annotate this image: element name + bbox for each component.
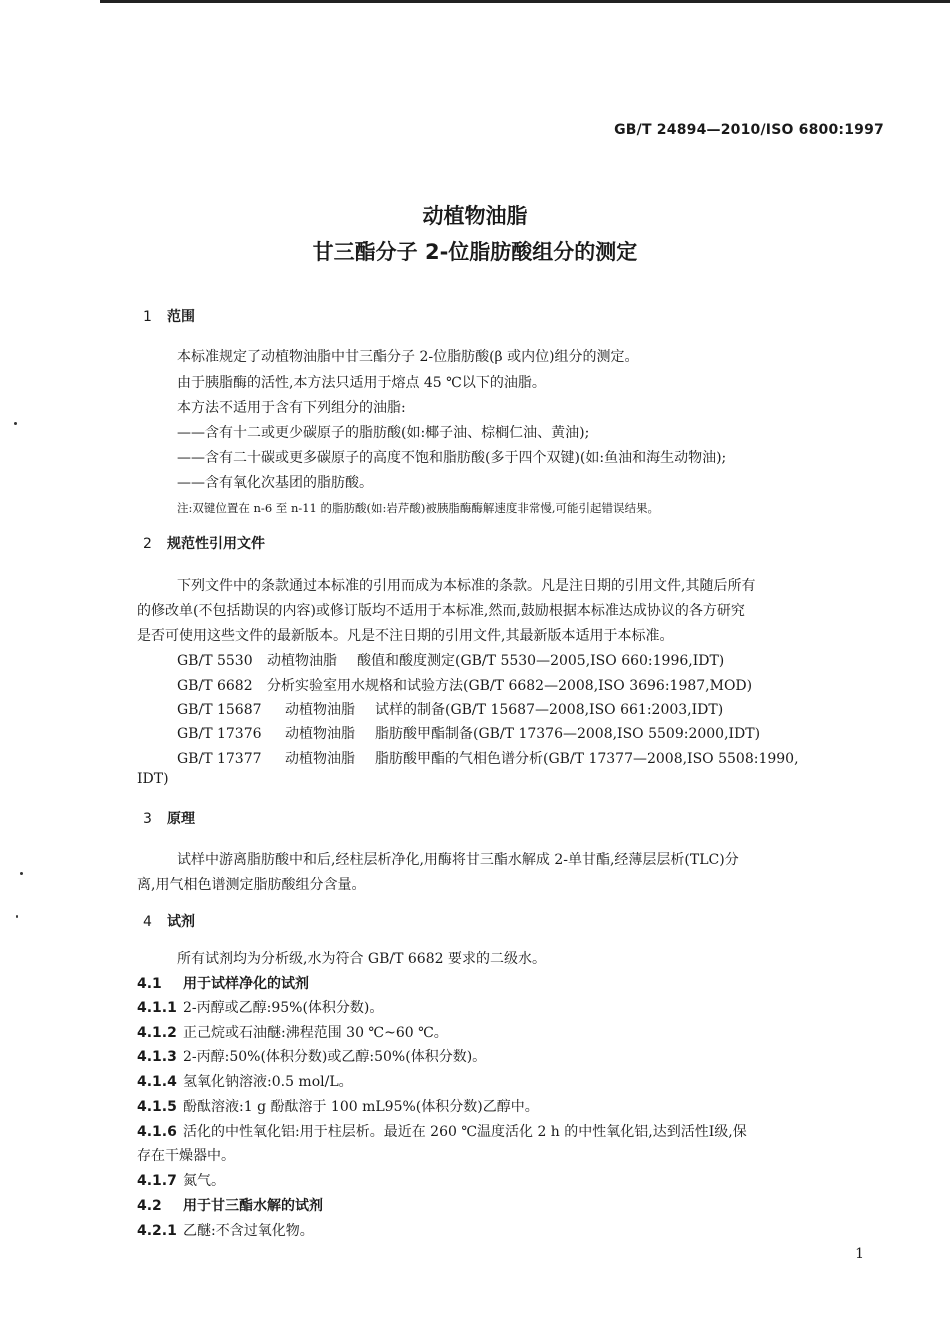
reference-description: 分析实验室用水规格和试验方法(GB/T 6682—2008,ISO 3696:1987,MOD) <box>267 678 753 694</box>
reagent-4-1-6 <box>137 1121 747 1141</box>
clause-text: 2-丙醇或乙醇:95%(体积分数)。 <box>183 1000 384 1016</box>
clause-text: 酚酞溶液:1 g 酚酞溶于 100 mL95%(体积分数)乙醇中。 <box>183 1099 539 1115</box>
reference-code: GB/T 17377 <box>177 751 262 767</box>
clause-number: 4.1.7 <box>137 1173 177 1189</box>
reference-subject: 动植物油脂 <box>285 751 355 767</box>
clause-text: 活化的中性氧化铝:用于柱层析。最近在 260 ℃温度活化 2 h 的中性氧化铝,达到活性Ⅰ级,保 <box>183 1124 747 1140</box>
scope-paragraph-1: 本标准规定了动植物油脂中甘三酯分子 2-位脂肪酸(β 或内位)组分的测定。 <box>177 349 639 365</box>
standard-code: GB/T 24894—2010/ISO 6800:1997 <box>614 122 884 138</box>
reagent-4-1-2 <box>137 1022 448 1042</box>
clause-number: 4.1.5 <box>137 1099 177 1115</box>
section-number: 1 <box>143 309 152 325</box>
reference-code: GB/T 6682 <box>177 678 253 694</box>
normative-refs-line-2: 的修改单(不包括勘误的内容)或修订版均不适用于本标准,然而,鼓励根据本标准达成协议的各方研究 <box>137 603 745 619</box>
page-number: 1 <box>855 1246 864 1262</box>
scan-speck <box>20 872 23 875</box>
subsection-4-1-heading <box>137 973 309 993</box>
reference-description: 试样的制备(GB/T 15687—2008,ISO 661:2003,IDT) <box>375 702 724 718</box>
reagent-4-1-7 <box>137 1170 225 1190</box>
scope-paragraph-3: 本方法不适用于含有下列组分的油脂: <box>177 400 406 416</box>
scope-note: 注:双键位置在 n-6 至 n-11 的脂肪酸(如:岩芹酸)被胰脂酶酶解速度非常慢,可能引起错误结果。 <box>177 501 660 515</box>
subsection-title: 用于甘三酯水解的试剂 <box>183 1198 323 1214</box>
reference-code: GB/T 17376 <box>177 726 262 742</box>
normative-refs-line-3: 是否可使用这些文件的最新版本。凡是不注日期的引用文件,其最新版本适用于本标准。 <box>137 628 674 644</box>
reference-code: GB/T 5530 <box>177 653 253 669</box>
clause-text: 氢氧化钠溶液:0.5 mol/L。 <box>183 1074 353 1090</box>
reagent-4-1-3 <box>137 1046 486 1066</box>
document-title-line2: 甘三酯分子 2-位脂肪酸组分的测定 <box>312 240 638 264</box>
reference-description: 脂肪酸甲酯的气相色谱分析(GB/T 17377—2008,ISO 5508:1990, <box>375 751 799 767</box>
clause-number: 4.1.6 <box>137 1124 177 1140</box>
subsection-title: 用于试样净化的试剂 <box>183 976 309 992</box>
subsection-4-2-heading <box>137 1195 323 1215</box>
reference-gbt6682 <box>177 675 752 695</box>
reagents-intro: 所有试剂均为分析级,水为符合 GB/T 6682 要求的二级水。 <box>177 951 546 967</box>
section-1-heading <box>143 306 195 326</box>
reference-subject: 动植物油脂 <box>285 726 355 742</box>
reagent-4-2-1 <box>137 1220 314 1240</box>
section-title: 规范性引用文件 <box>167 536 265 552</box>
subsection-number: 4.2 <box>137 1198 162 1214</box>
clause-text: 2-丙醇:50%(体积分数)或乙醇:50%(体积分数)。 <box>183 1049 487 1065</box>
clause-number: 4.2.1 <box>137 1223 177 1239</box>
section-title: 试剂 <box>167 914 195 930</box>
clause-number: 4.1.2 <box>137 1025 177 1041</box>
section-3-heading <box>143 808 195 828</box>
section-4-heading <box>143 911 195 931</box>
section-number: 4 <box>143 914 152 930</box>
reagent-4-1-6-continuation: 存在干燥器中。 <box>137 1148 235 1164</box>
scan-speck <box>14 422 17 425</box>
reference-gbt17377-continuation: IDT) <box>137 771 169 787</box>
reagent-4-1-4 <box>137 1071 353 1091</box>
reference-description: 酸值和酸度测定(GB/T 5530—2005,ISO 660:1996,IDT) <box>357 653 725 669</box>
section-number: 2 <box>143 536 152 552</box>
principle-line-1: 试样中游离脂肪酸中和后,经柱层析净化,用酶将甘三酯水解成 2-单甘酯,经薄层层析(TLC)分 <box>177 852 739 868</box>
reference-gbt17377 <box>177 748 799 768</box>
section-number: 3 <box>143 811 152 827</box>
reference-subject: 动植物油脂 <box>285 702 355 718</box>
clause-number: 4.1.4 <box>137 1074 177 1090</box>
scope-dash-item-3: ——含有氧化次基团的脂肪酸。 <box>177 475 373 491</box>
section-title: 范围 <box>167 309 195 325</box>
scan-speck <box>16 915 18 918</box>
reference-gbt5530 <box>177 650 724 670</box>
top-border-rule <box>100 0 950 3</box>
clause-text: 正己烷或石油醚:沸程范围 30 ℃~60 ℃。 <box>183 1025 448 1041</box>
reference-code: GB/T 15687 <box>177 702 262 718</box>
normative-refs-line-1: 下列文件中的条款通过本标准的引用而成为本标准的条款。凡是注日期的引用文件,其随后所有 <box>177 578 756 594</box>
section-2-heading <box>143 533 265 553</box>
reagent-4-1-1 <box>137 997 383 1017</box>
subsection-number: 4.1 <box>137 976 162 992</box>
reagent-4-1-5 <box>137 1096 539 1116</box>
reference-gbt15687 <box>177 699 723 719</box>
clause-text: 乙醚:不含过氧化物。 <box>183 1223 314 1239</box>
document-title-line1: 动植物油脂 <box>422 204 528 228</box>
reference-subject: 动植物油脂 <box>267 653 337 669</box>
scope-paragraph-2: 由于胰脂酶的活性,本方法只适用于熔点 45 ℃以下的油脂。 <box>177 375 546 391</box>
clause-number: 4.1.1 <box>137 1000 177 1016</box>
section-title: 原理 <box>167 811 195 827</box>
reference-description: 脂肪酸甲酯制备(GB/T 17376—2008,ISO 5509:2000,IDT) <box>375 726 761 742</box>
clause-number: 4.1.3 <box>137 1049 177 1065</box>
scope-dash-item-2: ——含有二十碳或更多碳原子的高度不饱和脂肪酸(多于四个双键)(如:鱼油和海生动物油); <box>177 450 727 466</box>
scope-dash-item-1: ——含有十二或更少碳原子的脂肪酸(如:椰子油、棕榈仁油、黄油); <box>177 425 590 441</box>
reference-gbt17376 <box>177 723 760 743</box>
clause-text: 氮气。 <box>183 1173 225 1189</box>
principle-line-2: 离,用气相色谱测定脂肪酸组分含量。 <box>137 877 366 893</box>
